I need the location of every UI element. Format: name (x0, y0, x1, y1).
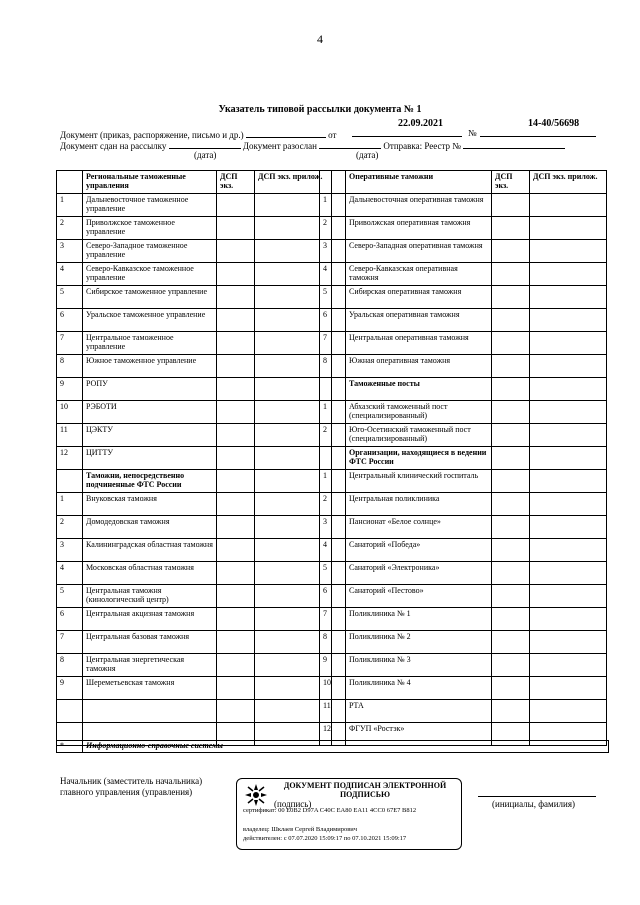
row-number: 9 (320, 654, 346, 677)
row-number (57, 700, 83, 723)
stamp-title: ДОКУМЕНТ ПОДПИСАН ЭЛЕКТРОННОЙ ПОДПИСЬЮ (283, 781, 447, 799)
registry-blank (463, 139, 565, 149)
row-number: 4 (320, 263, 346, 286)
dsp-copies-cell (492, 286, 530, 309)
organization-name: Северо-Западное таможенное управление (83, 240, 217, 263)
organization-name: Центральный клинический госпиталь (346, 470, 492, 493)
table-row (320, 217, 607, 240)
table-row (320, 585, 607, 608)
row-number: 8 (57, 654, 83, 677)
organization-name: Приволжская оперативная таможня (346, 217, 492, 240)
organization-name: ЦЭКТУ (83, 424, 217, 447)
number-value: 14-40/56698 (528, 118, 580, 129)
organization-name: Поликлиника № 3 (346, 654, 492, 677)
row-number: 1 (320, 194, 346, 217)
date-field (352, 118, 462, 137)
table-row (320, 332, 607, 355)
dsp-copies-cell (492, 562, 530, 585)
signatory-position (60, 776, 202, 798)
e-signature-stamp (236, 778, 462, 850)
organization-name: Организации, находящиеся в ведении ФТС России (346, 447, 492, 470)
dispatch-label: Отправка: (383, 141, 423, 151)
table-row (57, 539, 332, 562)
dsp-copies-cell (217, 631, 255, 654)
dsp-copies-cell (217, 562, 255, 585)
dsp-copies-cell (492, 240, 530, 263)
dsp-appendix-cell (530, 677, 607, 700)
table-row (57, 194, 332, 217)
info-systems-label: Информационно-справочные системы (83, 741, 609, 753)
table-row (320, 562, 607, 585)
organization-name: Северо-Кавказская оперативная таможня (346, 263, 492, 286)
dsp-copies-cell (492, 470, 530, 493)
registry-label: Реестр № (424, 141, 461, 151)
table-last-row (56, 740, 609, 753)
dsp-appendix-cell (530, 585, 607, 608)
dsp-appendix-cell (530, 286, 607, 309)
from-label: от (328, 130, 337, 140)
row-number: 3 (320, 516, 346, 539)
row-number: 4 (320, 539, 346, 562)
table-row (57, 700, 332, 723)
table-row (320, 240, 607, 263)
row-number: 7 (57, 631, 83, 654)
dsp-copies-cell (492, 539, 530, 562)
table-row (57, 355, 332, 378)
dsp-copies-cell (217, 470, 255, 493)
organization-name: РТА (346, 700, 492, 723)
dsp-copies-cell (492, 378, 530, 401)
row-number: 8 (57, 355, 83, 378)
dsp-appendix-cell (530, 654, 607, 677)
organization-name: Таможенные посты (346, 378, 492, 401)
dsp-copies-cell (217, 539, 255, 562)
organization-name: Юго-Осетинский таможенный пост (специализированный) (346, 424, 492, 447)
date-caption-1: (дата) (194, 150, 217, 160)
dsp-copies-cell (492, 332, 530, 355)
table-row (57, 608, 332, 631)
table-row (320, 470, 607, 493)
organization-name: Санаторий «Пестово» (346, 585, 492, 608)
table-row (57, 378, 332, 401)
dsp-appendix-cell (530, 562, 607, 585)
table-row (320, 424, 607, 447)
dsp-copies-cell (217, 240, 255, 263)
organization-name: Дальневосточная оперативная таможня (346, 194, 492, 217)
dsp-appendix-cell (530, 424, 607, 447)
dsp-appendix-cell (530, 194, 607, 217)
table-row (320, 631, 607, 654)
dsp-copies-cell (492, 585, 530, 608)
row-number: 7 (320, 332, 346, 355)
dsp-copies-cell (492, 355, 530, 378)
table-row (320, 539, 607, 562)
row-number: 6 (57, 608, 83, 631)
row-number: 5 (320, 286, 346, 309)
organization-name: Таможни, непосредственно подчиненные ФТС России (83, 470, 217, 493)
dsp-appendix-cell (530, 263, 607, 286)
position-line-2: главного управления (управления) (60, 787, 193, 797)
date-caption-2: (дата) (356, 150, 379, 160)
num-header (320, 171, 346, 194)
distributed-blank (319, 139, 381, 149)
row-number: 5 (320, 562, 346, 585)
dsp-appendix-cell (530, 332, 607, 355)
doc-type-label: Документ (приказ, распоряжение, письмо и др.) (60, 130, 244, 140)
row-number: 11 (57, 424, 83, 447)
organization-name: РОПУ (83, 378, 217, 401)
table-row (320, 677, 607, 700)
row-number: 12 (57, 447, 83, 470)
row-number: 7 (57, 332, 83, 355)
table-operative (319, 170, 607, 746)
organization-name: Центральная энергетическая таможня (83, 654, 217, 677)
organization-name: Поликлиника № 4 (346, 677, 492, 700)
row-number (320, 378, 346, 401)
organization-name: Южная оперативная таможня (346, 355, 492, 378)
table-regional (56, 170, 332, 746)
organization-name: Приволжское таможенное управление (83, 217, 217, 240)
stamp-owner: владелец: Шклаев Сергей Владимирович (243, 826, 358, 833)
dsp-appendix-cell (530, 217, 607, 240)
organization-name: Северо-Кавказское таможенное управление (83, 263, 217, 286)
table-row (57, 332, 332, 355)
row-number: 4 (57, 562, 83, 585)
group-header: Региональные таможенные управления (83, 171, 217, 194)
table-row (320, 608, 607, 631)
row-number: 3 (57, 240, 83, 263)
row-number: 6 (57, 309, 83, 332)
dsp-copies-cell (217, 194, 255, 217)
dsp-copies-cell (217, 677, 255, 700)
position-line-1: Начальник (заместитель начальника) (60, 776, 203, 786)
dsp-copies-cell (217, 608, 255, 631)
dsp-copies-cell (492, 700, 530, 723)
dsp-appendix-cell (530, 493, 607, 516)
table-row (320, 286, 607, 309)
dsp-copies-cell (217, 516, 255, 539)
table-row (320, 654, 607, 677)
organization-name: Дальневосточное таможенное управление (83, 194, 217, 217)
stamp-certificate: сертификат: 00 E0B2 D97A C40C EA80 EA11 4CC0 67E7 B812 (243, 807, 417, 814)
table-row (57, 654, 332, 677)
dsp-copies-cell (492, 263, 530, 286)
table-row (57, 401, 332, 424)
dsp-copies-cell (217, 355, 255, 378)
organization-name: Сибирское таможенное управление (83, 286, 217, 309)
table-row (320, 700, 607, 723)
document-title: Указатель типовой рассылки документа № 1 (218, 104, 422, 115)
table-row (57, 447, 332, 470)
dsp-copies-cell (217, 217, 255, 240)
organization-name: Шереметьевская таможня (83, 677, 217, 700)
table-row (57, 493, 332, 516)
organization-name: Центральная оперативная таможня (346, 332, 492, 355)
row-number: 4 (57, 263, 83, 286)
dispatch-line (60, 139, 565, 152)
row-number: 12 (320, 723, 346, 746)
row-number: 10 (320, 677, 346, 700)
table-row (320, 355, 607, 378)
row-number: 3 (57, 539, 83, 562)
row-number: 6 (320, 309, 346, 332)
header-row (57, 171, 332, 194)
table-row (320, 194, 607, 217)
table-row (57, 516, 332, 539)
row-number: 6 (320, 585, 346, 608)
dsp-appendix-header: ДСП экз. прилож. (255, 171, 332, 194)
organization-name: РЭБОТИ (83, 401, 217, 424)
organization-name: Санаторий «Электроника» (346, 562, 492, 585)
dsp-copies-cell (492, 194, 530, 217)
dsp-copies-cell (492, 516, 530, 539)
dsp-copies-cell (492, 631, 530, 654)
row-number: 2 (57, 516, 83, 539)
number-field (480, 118, 596, 137)
organization-name: Санаторий «Победа» (346, 539, 492, 562)
dsp-copies-cell (217, 700, 255, 723)
organization-name: Сибирская оперативная таможня (346, 286, 492, 309)
table-row (57, 677, 332, 700)
dsp-appendix-cell (530, 378, 607, 401)
dsp-copies-cell (217, 309, 255, 332)
row-number: 8 (320, 355, 346, 378)
dsp-copies-cell (217, 493, 255, 516)
row-number: 3 (320, 240, 346, 263)
page-number: 4 (317, 32, 323, 46)
row-number: 1 (320, 470, 346, 493)
doc-type-blank (246, 128, 326, 138)
organization-name: Центральная базовая таможня (83, 631, 217, 654)
sent-label: Документ сдан на рассылку (60, 141, 167, 151)
table-row (320, 401, 607, 424)
dsp-appendix-cell (530, 355, 607, 378)
dsp-appendix-cell (530, 631, 607, 654)
num-label: № (468, 128, 477, 138)
table-row (57, 286, 332, 309)
stamp-validity: действителен: с 07.07.2020 15:09:17 по 07.10.2021 15:09:17 (243, 835, 407, 842)
row-number: 7 (320, 608, 346, 631)
organization-name: Уральское таможенное управление (83, 309, 217, 332)
signature-caption: (подпись) (274, 799, 312, 809)
organization-name (83, 700, 217, 723)
dsp-copies-cell (492, 309, 530, 332)
distributed-label: Документ разослан (242, 141, 317, 151)
group-header: Оперативные таможни (346, 171, 492, 194)
row-number: 1 (57, 493, 83, 516)
organization-name: Абхазский таможенный пост (специализированный) (346, 401, 492, 424)
row-number: 5 (57, 286, 83, 309)
organization-name: Северо-Западная оперативная таможня (346, 240, 492, 263)
organization-name: Центральная поликлиника (346, 493, 492, 516)
dsp-copies-cell (217, 332, 255, 355)
organization-name: Московская областная таможня (83, 562, 217, 585)
organization-name: Пансионат «Белое солнце» (346, 516, 492, 539)
dsp-appendix-cell (530, 516, 607, 539)
date-value: 22.09.2021 (398, 118, 443, 129)
organization-name: Центральная таможня (кинологический центр) (83, 585, 217, 608)
organization-name: Центральная акцизная таможня (83, 608, 217, 631)
dsp-copies-cell (492, 677, 530, 700)
dsp-copies-cell (217, 286, 255, 309)
row-number (320, 447, 346, 470)
dsp-copies-cell (492, 654, 530, 677)
info-systems-row (57, 741, 609, 753)
row-number: 2 (57, 217, 83, 240)
sent-blank (169, 139, 241, 149)
table-row (320, 516, 607, 539)
header-row (320, 171, 607, 194)
dsp-copies-cell (217, 447, 255, 470)
emblem-icon (243, 782, 269, 808)
dsp-copies-cell (492, 401, 530, 424)
table-row (320, 263, 607, 286)
table-operative-body (320, 171, 607, 746)
initials-line (478, 796, 596, 797)
table-row (57, 562, 332, 585)
table-row (57, 631, 332, 654)
dsp-copies-cell (217, 401, 255, 424)
dsp-copies-cell (492, 217, 530, 240)
organization-name: ЦИТТУ (83, 447, 217, 470)
dsp-copies-cell (217, 654, 255, 677)
dsp-appendix-cell (530, 309, 607, 332)
table-row (320, 309, 607, 332)
dsp-appendix-cell (530, 539, 607, 562)
row-number: 11 (320, 700, 346, 723)
table-row (320, 447, 607, 470)
dsp-copies-cell (217, 424, 255, 447)
organization-name: Калининградская областная таможня (83, 539, 217, 562)
organization-name: Внуковская таможня (83, 493, 217, 516)
dsp-copies-cell (492, 447, 530, 470)
row-number (57, 470, 83, 493)
table-row (57, 217, 332, 240)
initials-caption: (инициалы, фамилия) (492, 799, 575, 809)
row-number: 1 (320, 401, 346, 424)
row-number: 10 (57, 401, 83, 424)
row-number: 9 (57, 378, 83, 401)
dsp-copies-header: ДСП экз. (217, 171, 255, 194)
organization-name: Поликлиника № 2 (346, 631, 492, 654)
table-row (57, 424, 332, 447)
dsp-appendix-cell (530, 240, 607, 263)
organization-name: Домодедовская таможня (83, 516, 217, 539)
dsp-copies-cell (217, 585, 255, 608)
dsp-appendix-cell (530, 608, 607, 631)
table-regional-body (57, 171, 332, 746)
table-row (320, 493, 607, 516)
row-number: 8 (320, 631, 346, 654)
row-number: 2 (320, 424, 346, 447)
table-row (57, 470, 332, 493)
dsp-appendix-cell (530, 401, 607, 424)
row-number: 5 (57, 585, 83, 608)
row-number: 1 (57, 194, 83, 217)
row-number: 2 (320, 493, 346, 516)
organization-name: Поликлиника № 1 (346, 608, 492, 631)
row-number: 2 (320, 217, 346, 240)
organization-name: ФГУП «Ростэк» (346, 723, 492, 746)
dsp-copies-cell (492, 493, 530, 516)
num-header (57, 171, 83, 194)
organization-name: Южное таможенное управление (83, 355, 217, 378)
dsp-copies-cell (217, 378, 255, 401)
table-row (57, 263, 332, 286)
dsp-copies-cell (492, 424, 530, 447)
dsp-copies-header: ДСП экз. (492, 171, 530, 194)
table-row (320, 378, 607, 401)
dsp-appendix-cell (530, 470, 607, 493)
dsp-copies-cell (217, 263, 255, 286)
dsp-appendix-header: ДСП экз. прилож. (530, 171, 607, 194)
dsp-appendix-cell (530, 447, 607, 470)
dsp-appendix-cell (530, 700, 607, 723)
table-row (57, 240, 332, 263)
info-systems-mark: * (57, 741, 83, 753)
table-row (57, 585, 332, 608)
organization-name: Центральное таможенное управление (83, 332, 217, 355)
dsp-copies-cell (492, 608, 530, 631)
row-number: 9 (57, 677, 83, 700)
table-row (57, 309, 332, 332)
organization-name: Уральская оперативная таможня (346, 309, 492, 332)
